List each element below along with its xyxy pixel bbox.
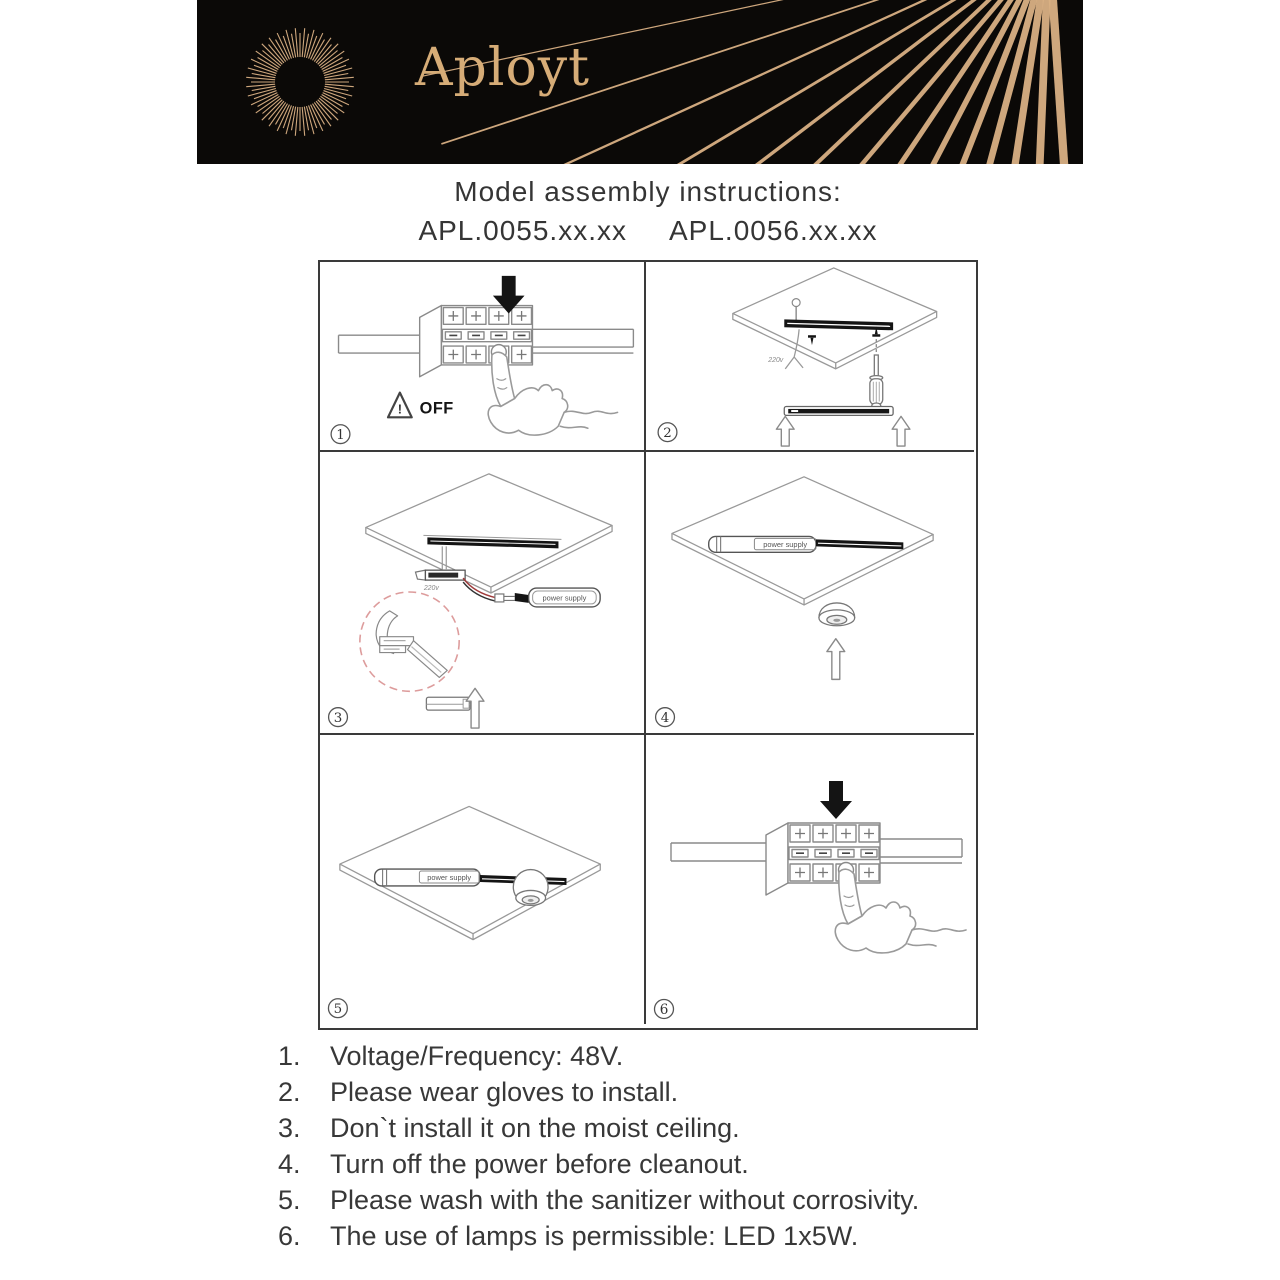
voltage-label: 220v bbox=[423, 585, 439, 593]
list-item bbox=[278, 1182, 1218, 1218]
panel-6 bbox=[646, 735, 974, 1024]
panel-5-diagram bbox=[320, 735, 644, 1024]
list-item-text: Please wash with the sanitizer without corrosivity. bbox=[330, 1185, 920, 1215]
panel-number-badge bbox=[331, 425, 350, 444]
panel-5 bbox=[320, 735, 646, 1024]
track-piece-drawing bbox=[784, 406, 893, 415]
arrow-down-icon bbox=[820, 781, 852, 819]
panel-1-diagram bbox=[320, 262, 644, 450]
list-item-number: 4. bbox=[278, 1149, 301, 1179]
panel-4-diagram bbox=[646, 452, 974, 733]
panel-number-badge bbox=[328, 999, 347, 1018]
instruction-list bbox=[278, 1038, 1218, 1254]
list-item bbox=[278, 1074, 1218, 1110]
svg-text:power supply: power supply bbox=[427, 872, 472, 882]
off-label: OFF bbox=[419, 399, 454, 418]
model-numbers bbox=[8, 215, 1280, 247]
panel-3 bbox=[320, 452, 646, 735]
instruction-grid bbox=[318, 260, 978, 1030]
panel-2 bbox=[646, 262, 974, 452]
panel-number-badge bbox=[329, 708, 348, 727]
list-item bbox=[278, 1218, 1218, 1254]
starburst-logo-icon bbox=[246, 28, 354, 136]
list-item-number: 5. bbox=[278, 1185, 301, 1215]
power-supply-drawing bbox=[515, 588, 600, 607]
clip-detail-drawing bbox=[376, 611, 447, 678]
list-item-number: 6. bbox=[278, 1221, 301, 1251]
panel-1 bbox=[320, 262, 646, 452]
svg-text:5: 5 bbox=[333, 1001, 343, 1017]
spotlight-drawing bbox=[819, 603, 855, 626]
panel-4 bbox=[646, 452, 974, 735]
panel-number-badge bbox=[656, 708, 675, 727]
power-supply-drawing bbox=[709, 536, 816, 552]
pressing-hand-drawing bbox=[488, 352, 617, 435]
brand-banner bbox=[197, 0, 1083, 164]
ceiling-drawing bbox=[733, 268, 937, 363]
panel-3-diagram bbox=[320, 452, 644, 733]
list-item-text: Turn off the power before cleanout. bbox=[330, 1149, 749, 1179]
list-item-number: 1. bbox=[278, 1041, 301, 1071]
arrow-up-icon bbox=[827, 639, 845, 680]
page-title: Model assembly instructions: bbox=[454, 176, 842, 207]
warning-icon bbox=[388, 393, 412, 418]
connector-drawing bbox=[415, 570, 465, 580]
voltage-label: 220v bbox=[768, 356, 784, 364]
list-item-number: 3. bbox=[278, 1113, 301, 1143]
list-item-text: Don`t install it on the moist ceiling. bbox=[330, 1113, 740, 1143]
list-item-text: Voltage/Frequency: 48V. bbox=[330, 1041, 624, 1071]
bracket-part-drawing bbox=[426, 697, 470, 710]
list-item bbox=[278, 1110, 1218, 1146]
svg-text:power supply: power supply bbox=[542, 593, 587, 603]
list-item-number: 2. bbox=[278, 1077, 301, 1107]
svg-text:1: 1 bbox=[336, 427, 345, 443]
arrow-up-icon bbox=[776, 416, 910, 446]
pressing-hand-drawing bbox=[835, 869, 966, 953]
list-item-text: The use of lamps is permissible: LED 1x5W. bbox=[330, 1221, 859, 1251]
panel-number-badge bbox=[658, 423, 677, 442]
screwdriver-icon bbox=[870, 339, 883, 408]
spotlight-drawing bbox=[513, 870, 548, 906]
model-number-right: APL.0056.xx.xx bbox=[669, 215, 878, 246]
list-item bbox=[278, 1038, 1218, 1074]
ceiling-drawing bbox=[366, 474, 612, 587]
svg-text:6: 6 bbox=[659, 1001, 669, 1018]
list-item bbox=[278, 1146, 1218, 1182]
panel-6-diagram bbox=[646, 735, 974, 1024]
model-number-left: APL.0055.xx.xx bbox=[418, 215, 627, 246]
svg-text:3: 3 bbox=[333, 710, 343, 726]
svg-text:2: 2 bbox=[663, 425, 672, 441]
svg-text:!: ! bbox=[397, 401, 403, 417]
power-supply-drawing bbox=[375, 869, 480, 886]
panel-2-diagram bbox=[646, 262, 974, 450]
svg-text:4: 4 bbox=[660, 710, 670, 726]
title-block bbox=[8, 176, 1280, 247]
list-item-text: Please wear gloves to install. bbox=[330, 1077, 679, 1107]
brand-logo-text: Aployt bbox=[415, 38, 591, 98]
svg-text:power supply: power supply bbox=[763, 539, 808, 549]
panel-number-badge bbox=[655, 1000, 674, 1019]
